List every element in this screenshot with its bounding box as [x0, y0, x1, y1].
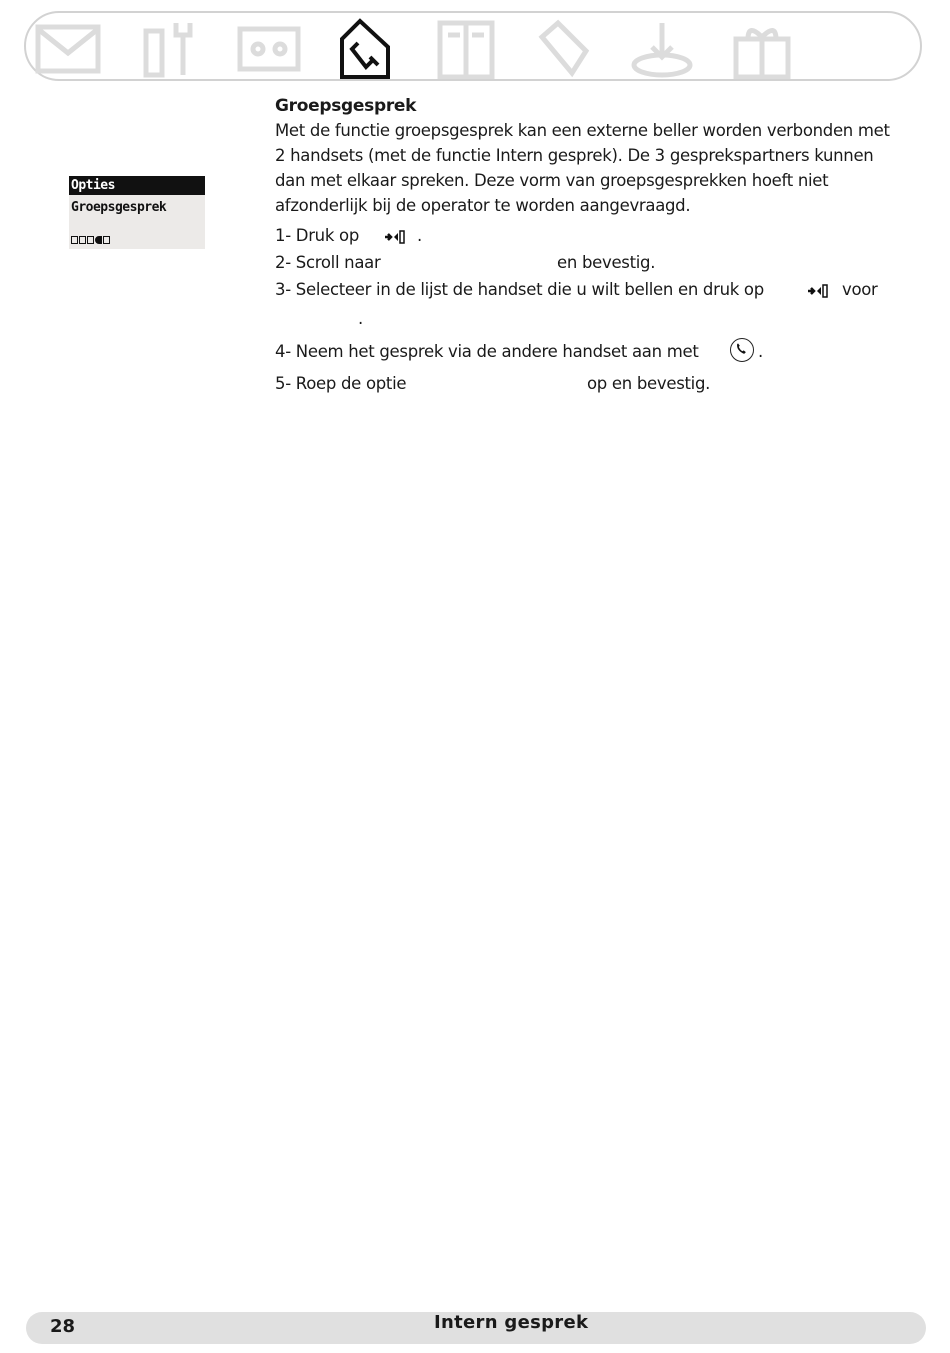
section-content [275, 94, 895, 218]
step-2-end: en bevestig. [557, 253, 656, 272]
step-3-end: . [358, 309, 363, 328]
intercom-key-icon [384, 229, 406, 245]
step-4-text: 4- Neem het gesprek via de andere handset aan met [275, 342, 699, 361]
intercom-key-icon [807, 283, 829, 299]
envelope-icon [32, 17, 104, 79]
page-footer [26, 1312, 926, 1344]
call-key-icon [730, 338, 754, 362]
step-1-end: . [417, 226, 422, 245]
phone-handset-icon [528, 17, 600, 79]
section-heading: Groepsgesprek [275, 96, 417, 116]
indicator-box [71, 236, 78, 244]
step-3-text: 3- Selecteer in de lijst de handset die u wilt bellen en druk op [275, 280, 764, 299]
cassette-icon [232, 17, 304, 79]
indicator-box-active [95, 236, 102, 244]
indicator-box [87, 236, 94, 244]
indicator-box [103, 236, 110, 244]
house-phone-icon [330, 17, 402, 79]
handset-screen [69, 176, 205, 249]
chapter-icon-bar [24, 11, 922, 81]
screen-title: Opties [69, 176, 205, 195]
page-number: 28 [50, 1316, 76, 1337]
chapter-title: Intern gesprek [434, 1312, 589, 1333]
step-4-end: . [758, 342, 763, 361]
step-5-text: 5- Roep de optie [275, 374, 407, 393]
screen-menu-item: Groepsgesprek [71, 200, 167, 215]
book-icon [430, 17, 502, 79]
step-3-voor: voor [842, 280, 878, 299]
screen-position-indicator [71, 236, 111, 246]
base-station-icon [626, 17, 698, 79]
step-1-text: 1- Druk op [275, 226, 360, 245]
step-2-text: 2- Scroll naar [275, 253, 381, 272]
section-intro: Met de functie groepsgesprek kan een externe beller worden verbonden met 2 handsets (met de functie Intern gesprek). De 3 gesprekspartners kunnen dan met elkaar spreken. Deze vorm van groepsgesprekken hoeft niet afzonderlijk bij de operator te worden aangevraagd. [275, 121, 890, 215]
tools-icon [132, 17, 204, 79]
step-5-end: op en bevestig. [587, 374, 711, 393]
gift-icon [726, 17, 798, 79]
indicator-box [79, 236, 86, 244]
